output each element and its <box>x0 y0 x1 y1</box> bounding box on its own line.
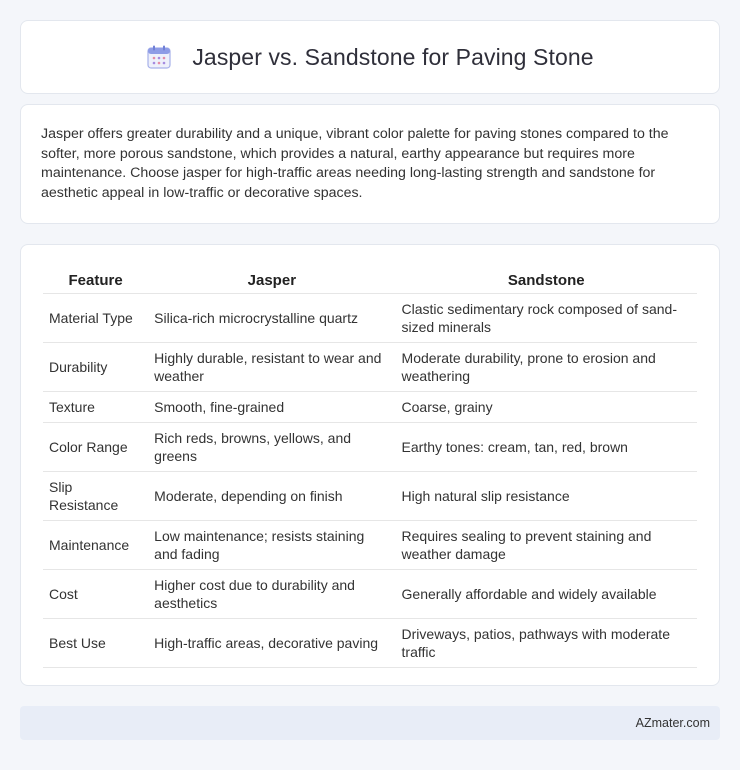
jasper-cell: Moderate, depending on finish <box>148 471 395 520</box>
table-row <box>43 422 697 471</box>
footer <box>20 706 720 740</box>
jasper-cell: Low maintenance; resists staining and fading <box>148 520 395 569</box>
jasper-cell: Silica-rich microcrystalline quartz <box>148 293 395 342</box>
feature-cell: Durability <box>43 342 148 391</box>
sandstone-cell: Clastic sedimentary rock composed of sand-sized minerals <box>396 293 697 342</box>
footer-site-link[interactable]: AZmater.com <box>635 716 710 730</box>
sandstone-cell: Generally affordable and widely available <box>396 569 697 618</box>
feature-cell: Maintenance <box>43 520 148 569</box>
sandstone-cell: Coarse, grainy <box>396 391 697 422</box>
summary-card <box>20 104 720 224</box>
title-wrap <box>146 44 593 71</box>
table-row <box>43 471 697 520</box>
header-jasper: Jasper <box>148 263 395 293</box>
calendar-icon <box>146 44 172 70</box>
jasper-cell: High-traffic areas, decorative paving <box>148 618 395 667</box>
sandstone-cell: Driveways, patios, pathways with moderate traffic <box>396 618 697 667</box>
feature-cell: Slip Resistance <box>43 471 148 520</box>
table-row <box>43 391 697 422</box>
table-row <box>43 293 697 342</box>
comparison-table-card <box>20 244 720 686</box>
table-header-row <box>43 263 697 293</box>
jasper-cell: Higher cost due to durability and aesthetics <box>148 569 395 618</box>
title-card <box>20 20 720 94</box>
table-row <box>43 569 697 618</box>
feature-cell: Color Range <box>43 422 148 471</box>
header-sandstone: Sandstone <box>396 263 697 293</box>
jasper-cell: Highly durable, resistant to wear and weather <box>148 342 395 391</box>
jasper-cell: Rich reds, browns, yellows, and greens <box>148 422 395 471</box>
sandstone-cell: Earthy tones: cream, tan, red, brown <box>396 422 697 471</box>
table-row <box>43 342 697 391</box>
sandstone-cell: Requires sealing to prevent staining and weather damage <box>396 520 697 569</box>
table-row <box>43 520 697 569</box>
header-feature: Feature <box>43 263 148 293</box>
table-row <box>43 618 697 667</box>
summary-text: Jasper offers greater durability and a unique, vibrant color palette for paving stones compared to the softer, more porous sandstone, which provides a natural, earthy appearance but requires more maintenance. Choose jasper for high-traffic areas needing long-lasting strength and sandstone for aesthetic appeal in low-traffic or decorative spaces. <box>41 126 669 201</box>
feature-cell: Material Type <box>43 293 148 342</box>
jasper-cell: Smooth, fine-grained <box>148 391 395 422</box>
feature-cell: Best Use <box>43 618 148 667</box>
feature-cell: Cost <box>43 569 148 618</box>
feature-cell: Texture <box>43 391 148 422</box>
page-title: Jasper vs. Sandstone for Paving Stone <box>192 43 594 70</box>
sandstone-cell: Moderate durability, prone to erosion and weathering <box>396 342 697 391</box>
comparison-table <box>43 263 697 668</box>
sandstone-cell: High natural slip resistance <box>396 471 697 520</box>
